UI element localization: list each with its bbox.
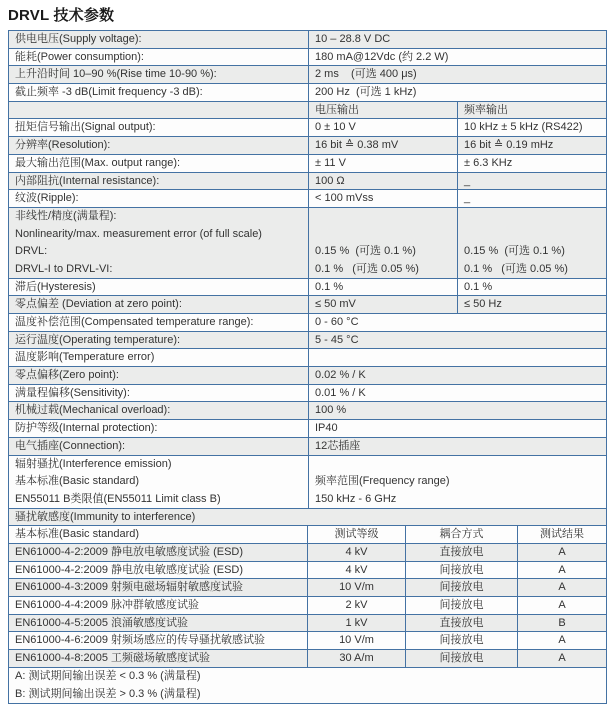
cell-text: EN61000-4-3:2009 射频电磁场辐射敏感度试验 xyxy=(15,581,244,594)
cell-text: 分辨率(Resolution): xyxy=(15,139,111,152)
table-row xyxy=(9,544,606,562)
table-cell xyxy=(518,562,606,579)
cell-text: EN61000-4-2:2009 静电放电敏感度试验 (ESD) xyxy=(15,563,244,576)
table-cell xyxy=(9,31,309,48)
table-cell xyxy=(309,102,458,119)
table-cell xyxy=(9,84,309,101)
table-cell xyxy=(9,367,309,384)
table-row xyxy=(9,66,606,84)
cell-text: EN61000-4-5:2005 浪涌敏感度试验 xyxy=(15,616,189,629)
table-cell xyxy=(518,597,606,614)
cell-text: 测试等级 xyxy=(334,528,379,541)
cell-text: 频率输出 xyxy=(464,103,508,116)
table-cell xyxy=(309,314,606,331)
table-cell xyxy=(518,632,606,649)
table-cell xyxy=(308,632,406,649)
table-cell xyxy=(518,579,606,596)
table-cell xyxy=(309,137,458,154)
table-cell xyxy=(9,296,309,313)
table-cell xyxy=(9,650,308,667)
table-row xyxy=(9,438,606,456)
table-cell xyxy=(309,402,606,419)
table-cell xyxy=(308,597,406,614)
table-row xyxy=(9,119,606,137)
cell-text xyxy=(464,208,606,226)
cell-text: Nonlinearity/max. measurement error (of full scale) xyxy=(15,227,262,240)
cell-text: 电压输出 xyxy=(315,103,359,116)
table-cell xyxy=(9,562,308,579)
cell-text: ± 11 V xyxy=(315,156,346,169)
table-cell xyxy=(9,420,309,437)
table-cell xyxy=(309,385,606,402)
cell-text: 频率范围(Frequency range) xyxy=(315,475,450,488)
table-cell xyxy=(458,279,606,296)
table-cell xyxy=(308,579,406,596)
table-row xyxy=(9,526,606,544)
table-cell xyxy=(458,119,606,136)
cell-text: 运行温度(Operating temperature): xyxy=(15,333,181,346)
cell-text xyxy=(315,226,457,244)
table-cell xyxy=(309,119,458,136)
table-cell xyxy=(309,420,606,437)
table-cell xyxy=(308,544,406,561)
table-row xyxy=(9,349,606,367)
cell-text xyxy=(464,226,606,244)
table-cell xyxy=(9,579,308,596)
cell-text: DRVL: xyxy=(15,245,48,258)
cell-text: 100 % xyxy=(315,404,347,417)
table-row xyxy=(9,367,606,385)
cell-text: 16 bit ≙ 0.38 mV xyxy=(315,139,399,152)
table-cell xyxy=(9,615,308,632)
cell-text: 0.1 % (可选 0.05 %) xyxy=(464,262,568,275)
cell-text: 基本标准(Basic standard) xyxy=(15,528,140,541)
cell-text: A xyxy=(558,652,566,665)
table-row xyxy=(9,420,606,438)
table-cell xyxy=(9,279,309,296)
table-row xyxy=(9,137,606,155)
table-cell xyxy=(308,650,406,667)
table-row xyxy=(9,385,606,403)
cell-text: 16 bit ≙ 0.19 mHz xyxy=(464,139,554,152)
cell-text xyxy=(315,456,606,474)
table-cell xyxy=(308,615,406,632)
cell-text: 12芯插座 xyxy=(315,439,361,452)
table-cell xyxy=(309,438,606,455)
cell-text: DRVL-I to DRVL-VI: xyxy=(15,262,113,275)
cell-text: 内部阻抗(Internal resistance): xyxy=(15,174,160,187)
table-cell xyxy=(458,190,606,207)
cell-text: IP40 xyxy=(315,422,338,435)
table-cell xyxy=(309,279,458,296)
table-cell xyxy=(518,526,606,543)
cell-text: 直接放电 xyxy=(439,546,484,559)
cell-text: EN61000-4-4:2009 脉冲群敏感度试验 xyxy=(15,599,200,612)
table-cell xyxy=(9,332,309,349)
cell-text: 0 - 60 °C xyxy=(315,316,359,329)
cell-text: EN61000-4-8:2005 工频磁场敏感度试验 xyxy=(15,652,211,665)
cell-text: 骚扰敏感度(Immunity to interference) xyxy=(15,510,196,523)
table-cell xyxy=(406,597,518,614)
cell-text: 间接放电 xyxy=(439,599,484,612)
cell-text: 零点偏差 (Deviation at zero point): xyxy=(15,298,182,311)
cell-text: 30 A/m xyxy=(339,652,374,665)
cell-text: 电气插座(Connection): xyxy=(15,439,126,452)
table-row xyxy=(9,49,606,67)
table-cell xyxy=(518,544,606,561)
cell-text: 4 kV xyxy=(345,563,368,576)
cell-text: 耦合方式 xyxy=(439,528,484,541)
table-cell xyxy=(9,137,309,154)
cell-text: 间接放电 xyxy=(439,634,484,647)
cell-text: 0.02 % / K xyxy=(315,369,366,382)
table-cell xyxy=(9,632,308,649)
cell-text: 最大输出范围(Max. output range): xyxy=(15,156,181,169)
cell-text: 0.01 % / K xyxy=(315,386,366,399)
table-row xyxy=(9,509,606,527)
cell-text: 能耗(Power consumption): xyxy=(15,50,144,63)
table-cell xyxy=(9,544,308,561)
cell-text xyxy=(315,208,457,226)
table-cell xyxy=(309,349,606,366)
table-cell xyxy=(406,526,518,543)
cell-text: 10 – 28.8 V DC xyxy=(315,33,391,45)
table-row xyxy=(9,668,606,703)
table-row xyxy=(9,31,606,49)
table-cell xyxy=(309,456,606,508)
cell-text: _ xyxy=(464,192,471,205)
cell-text: ≤ 50 mV xyxy=(315,298,356,311)
table-cell xyxy=(9,102,309,119)
cell-text: 满量程偏移(Sensitivity): xyxy=(15,386,130,399)
cell-text: 上升沿时间 10–90 %(Rise time 10-90 %): xyxy=(15,68,217,81)
table-row xyxy=(9,632,606,650)
page-title: DRVL 技术参数 xyxy=(8,7,115,24)
table-row xyxy=(9,314,606,332)
table-cell xyxy=(309,332,606,349)
table-cell xyxy=(518,650,606,667)
table-cell xyxy=(9,190,309,207)
table-row xyxy=(9,102,606,120)
table-row xyxy=(9,173,606,191)
table-cell xyxy=(458,173,606,190)
table-row xyxy=(9,562,606,580)
table-cell xyxy=(309,208,458,278)
cell-text: 180 mA@12Vdc (约 2.2 W) xyxy=(315,50,449,63)
table-row xyxy=(9,579,606,597)
cell-text: 间接放电 xyxy=(439,581,484,594)
table-row xyxy=(9,456,606,509)
table-cell xyxy=(9,349,309,366)
cell-text: 0.1 % xyxy=(315,280,344,293)
cell-text: A xyxy=(558,563,566,576)
table-row xyxy=(9,84,606,102)
table-cell xyxy=(308,526,406,543)
cell-text: EN61000-4-6:2009 射频场感应的传导骚扰敏感试验 xyxy=(15,634,266,647)
cell-text: 辐射骚扰(Interference emission) xyxy=(15,457,172,470)
table-row xyxy=(9,190,606,208)
table-cell xyxy=(9,66,309,83)
cell-text: 温度影响(Temperature error) xyxy=(15,351,155,364)
table-row xyxy=(9,615,606,633)
cell-text: 供电电压(Supply voltage): xyxy=(15,33,142,45)
table-cell xyxy=(9,314,309,331)
cell-text: 纹波(Ripple): xyxy=(15,192,79,205)
table-row xyxy=(9,296,606,314)
table-cell xyxy=(9,119,309,136)
table-cell xyxy=(9,438,309,455)
cell-text: 0.1 % xyxy=(464,280,493,293)
cell-text: 间接放电 xyxy=(439,652,484,665)
table-cell xyxy=(458,208,606,278)
table-cell xyxy=(406,632,518,649)
cell-text: B: 测试期间输出误差 > 0.3 % (满量程) xyxy=(15,687,201,700)
cell-text: 200 Hz (可选 1 kHz) xyxy=(315,86,417,99)
table-cell xyxy=(9,668,606,703)
table-cell xyxy=(406,544,518,561)
cell-text: 5 - 45 °C xyxy=(315,333,359,346)
cell-text: _ xyxy=(464,174,471,187)
cell-text: A xyxy=(558,599,566,612)
table-cell xyxy=(309,173,458,190)
cell-text: 2 ms (可选 400 μs) xyxy=(315,68,417,81)
cell-text: 截止频率 -3 dB(Limit frequency -3 dB): xyxy=(15,86,203,99)
table-cell xyxy=(458,296,606,313)
cell-text: 0.1 % (可选 0.05 %) xyxy=(315,262,419,275)
table-row xyxy=(9,208,606,279)
table-cell xyxy=(406,650,518,667)
cell-text: 零点偏移(Zero point): xyxy=(15,369,119,382)
table-row xyxy=(9,155,606,173)
table-cell xyxy=(9,385,309,402)
table-row xyxy=(9,402,606,420)
cell-text: EN55011 B类限值(EN55011 Limit class B) xyxy=(15,492,221,505)
table-row xyxy=(9,279,606,297)
table-cell xyxy=(309,296,458,313)
table-row xyxy=(9,332,606,350)
cell-text: 100 Ω xyxy=(315,174,345,187)
cell-text: 10 V/m xyxy=(339,634,374,647)
table-cell xyxy=(309,49,606,66)
cell-text: A xyxy=(558,581,566,594)
table-cell xyxy=(458,155,606,172)
table-cell xyxy=(309,84,606,101)
table-cell xyxy=(406,562,518,579)
cell-text: 测试结果 xyxy=(540,528,584,541)
table-cell xyxy=(309,155,458,172)
table-cell xyxy=(9,526,308,543)
cell-text: A xyxy=(558,546,566,559)
cell-text: 0.15 % (可选 0.1 %) xyxy=(315,245,416,258)
cell-text: 温度补偿范围(Compensated temperature range): xyxy=(15,316,254,329)
cell-text: < 100 mVss xyxy=(315,192,374,205)
table-cell xyxy=(309,31,606,48)
table-cell xyxy=(309,367,606,384)
cell-text: 2 kV xyxy=(345,599,368,612)
table-cell xyxy=(9,49,309,66)
table-row xyxy=(9,597,606,615)
cell-text xyxy=(315,349,606,366)
cell-text: A xyxy=(558,634,566,647)
cell-text: B xyxy=(558,616,566,629)
table-cell xyxy=(406,615,518,632)
cell-text: ≤ 50 Hz xyxy=(464,298,502,311)
table-cell xyxy=(9,597,308,614)
table-cell xyxy=(309,190,458,207)
cell-text: 10 V/m xyxy=(339,581,374,594)
table-cell xyxy=(458,102,606,119)
cell-text: 基本标准(Basic standard) xyxy=(15,475,140,488)
table-cell xyxy=(9,456,309,508)
table-cell xyxy=(309,66,606,83)
table-cell xyxy=(9,509,606,526)
cell-text: 4 kV xyxy=(345,546,368,559)
cell-text: 防护等级(Internal protection): xyxy=(15,422,158,435)
cell-text: EN61000-4-2:2009 静电放电敏感度试验 (ESD) xyxy=(15,546,244,559)
table-cell xyxy=(518,615,606,632)
cell-text: 150 kHz - 6 GHz xyxy=(315,492,397,505)
cell-text: 滞后(Hysteresis) xyxy=(15,280,96,293)
table-cell xyxy=(9,402,309,419)
cell-text xyxy=(15,102,308,119)
table-cell xyxy=(9,208,309,278)
cell-text: 10 kHz ± 5 kHz (RS422) xyxy=(464,121,583,134)
cell-text: A: 测试期间输出误差 < 0.3 % (满量程) xyxy=(15,669,201,682)
table-cell xyxy=(308,562,406,579)
cell-text: 扭矩信号输出(Signal output): xyxy=(15,121,156,134)
cell-text: 0.15 % (可选 0.1 %) xyxy=(464,245,565,258)
cell-text: ± 6.3 KHz xyxy=(464,156,513,169)
cell-text: 1 kV xyxy=(345,616,368,629)
table-cell xyxy=(9,173,309,190)
spec-table xyxy=(8,30,607,704)
cell-text: 非线性/精度(满量程): xyxy=(15,209,117,222)
cell-text: 机械过载(Mechanical overload): xyxy=(15,404,171,417)
cell-text: 0 ± 10 V xyxy=(315,121,356,134)
cell-text: 直接放电 xyxy=(439,616,484,629)
table-cell xyxy=(458,137,606,154)
table-cell xyxy=(406,579,518,596)
table-row xyxy=(9,650,606,668)
cell-text: 间接放电 xyxy=(439,563,484,576)
table-cell xyxy=(9,155,309,172)
